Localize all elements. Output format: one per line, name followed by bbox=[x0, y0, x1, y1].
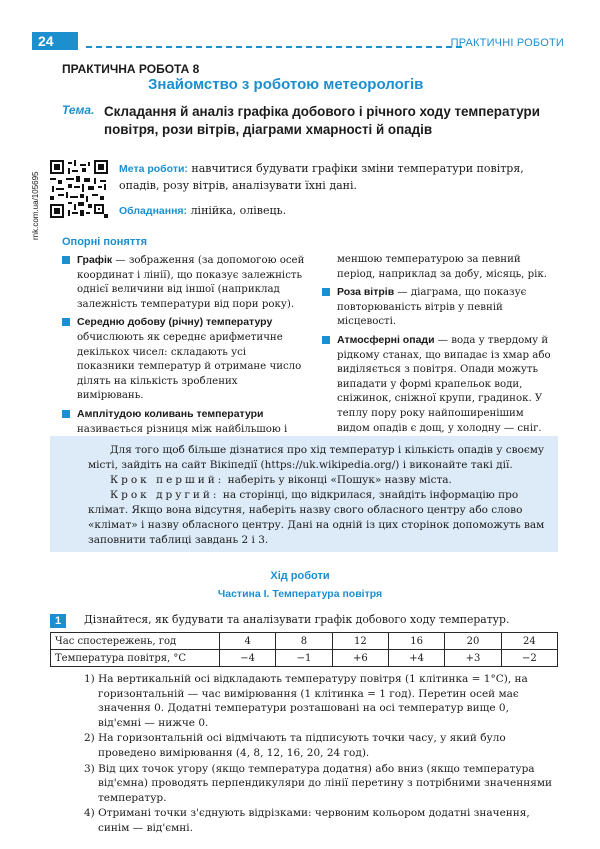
side-link-code: rnk.com.ua/105695 bbox=[31, 171, 40, 240]
concept-text: обчислюють як середнє арифметичне декількох чисел: складають усі показники температур й отримане число ділять на кількість зроблених вимірювань. bbox=[77, 331, 302, 402]
step-label: Крок перший: bbox=[110, 474, 225, 486]
goal-block bbox=[119, 161, 549, 193]
table-cell: −1 bbox=[276, 650, 332, 667]
table-row bbox=[51, 650, 558, 667]
concept-text: називається різниця між найбільшою і bbox=[77, 423, 288, 435]
concept-term: Графік bbox=[77, 254, 113, 266]
task-number: 1 bbox=[50, 614, 66, 628]
concept-term: Роза вітрів bbox=[337, 286, 395, 299]
concept-text: — зображення (за допомогою осей координат і лінії), що показує залежність однієї величини від іншої (наприклад залежність температури від пори року). bbox=[77, 255, 305, 310]
info-step-1 bbox=[88, 473, 550, 488]
concept-term: Середню добову (річну) температуру bbox=[77, 316, 273, 329]
section-title: ПРАКТИЧНІ РОБОТИ bbox=[450, 37, 564, 49]
concept-text: — діаграма, що показує повторюваність вітрів у певній місцевості. bbox=[337, 287, 527, 328]
table-cell: 4 bbox=[220, 633, 276, 650]
table-header-cell: Температура повітря, °С bbox=[51, 650, 220, 667]
step-text: наберіть у віконці «Пошук» назву міста. bbox=[227, 474, 452, 486]
concepts-left-column bbox=[62, 253, 306, 455]
concepts-right-column bbox=[322, 253, 554, 439]
step-label: Крок другий: bbox=[110, 489, 220, 501]
table-cell: 8 bbox=[276, 633, 332, 650]
task-steps bbox=[84, 672, 554, 837]
concept-text: меншою температурою за певний період, наприклад за добу, місяць, рік. bbox=[337, 254, 548, 280]
equipment-label: Обладнання: bbox=[119, 205, 188, 217]
work-label: ПРАКТИЧНА РОБОТА 8 bbox=[62, 62, 200, 76]
bullet-icon bbox=[322, 336, 330, 344]
equipment-block bbox=[119, 204, 286, 217]
qr-code[interactable] bbox=[50, 160, 108, 218]
concept-item bbox=[62, 253, 306, 312]
table-cell: 12 bbox=[332, 633, 388, 650]
bullet-icon bbox=[62, 256, 70, 264]
concept-text: — вода у твердому й рідкому станах, що випадає із хмар або виділяється з повітря. Опади можуть випадати у формі крапельок води, сніжинок, сніжної крупи, градинок. У теплу пору року найпоширенішим видом опадів є дощ, у холодну — сніг. bbox=[337, 334, 551, 434]
progress-title: Хід роботи bbox=[270, 570, 330, 582]
step-item: 1) На вертикальній осі відкладають температуру повітря (1 клітинка = 1°С), на горизонтальній — час вимірювання (1 клітинка = 1 год). Перетин осей має значення 0. Додатні температури розташовані на осі температур вище 0, від'ємні — нижче 0. bbox=[84, 673, 528, 729]
bullet-icon bbox=[62, 410, 70, 418]
table-cell: 24 bbox=[501, 633, 557, 650]
table-header-cell: Час спостережень, год bbox=[51, 633, 220, 650]
tema-label: Тема. bbox=[62, 103, 95, 117]
task-text: Дізнайтеся, як будувати та аналізувати графік добового ходу температур. bbox=[84, 613, 510, 626]
step-text: на сторінці, що відкрилася, знайдіть інформацію про клімат. Якщо вона відсутня, наберіть назву свого обласного центру або слово «клімат» і назву обласного центру. Дані на одній із цих сторінок допоможуть вам заповнити таблиці завдань 2 і 3. bbox=[88, 489, 545, 546]
bullet-icon bbox=[322, 288, 330, 296]
page-number: 24 bbox=[32, 32, 78, 50]
table-cell: +4 bbox=[388, 650, 444, 667]
work-title: Знайомство з роботою метеорологів bbox=[148, 76, 424, 93]
table-cell: +6 bbox=[332, 650, 388, 667]
concept-item bbox=[62, 315, 306, 404]
goal-label: Мета роботи: bbox=[119, 163, 188, 175]
concept-item bbox=[322, 285, 554, 330]
equipment-text: лінійка, олівець. bbox=[190, 204, 287, 217]
info-box-text bbox=[88, 443, 550, 548]
header-divider bbox=[86, 46, 462, 48]
goal-text: навчитися будувати графіки зміни температури повітря, опадів, розу вітрів, аналізувати їхні дані. bbox=[119, 162, 524, 192]
table-cell: −4 bbox=[220, 650, 276, 667]
temperature-table bbox=[50, 632, 558, 667]
concept-continuation bbox=[322, 253, 554, 282]
info-paragraph: Для того щоб більше дізнатися про хід температур і кількість опадів у своєму місті, зайдіть на сайт Вікіпедії (https://uk.wikipedia.org/) і виконайте такі дії. bbox=[88, 444, 545, 471]
table-cell: 16 bbox=[388, 633, 444, 650]
table-cell: −2 bbox=[501, 650, 557, 667]
concept-term: Амплітудою коливань температури bbox=[77, 407, 264, 420]
tema-text: Складання й аналіз графіка добового і річного ходу температури повітря, рози вітрів, діаграми хмарності й опадів bbox=[104, 104, 540, 137]
table-row bbox=[51, 633, 558, 650]
part-title: Частина І. Температура повітря bbox=[217, 588, 383, 600]
step-item: 2) На горизонтальній осі відмічають та підписують точки часу, у який було проведено вимірювання (4, 8, 12, 16, 20, 24 год). bbox=[84, 732, 506, 759]
concept-item bbox=[322, 333, 554, 436]
info-step-2 bbox=[88, 488, 550, 548]
step-item: 3) Від цих точок угору (якщо температура додатня) або вниз (якщо температура від'ємна) проводять перпендикуляри до лінії перетину з потрібними значеннями температур. bbox=[84, 762, 552, 804]
bullet-icon bbox=[62, 318, 70, 326]
table-cell: 20 bbox=[445, 633, 501, 650]
table-cell: +3 bbox=[445, 650, 501, 667]
concept-term: Атмосферні опади bbox=[337, 333, 435, 346]
concepts-title: Опорні поняття bbox=[62, 236, 148, 248]
step-item: 4) Отримані точки з'єднують відрізками: червоним кольором додатні значення, синім — від'ємні. bbox=[84, 807, 530, 834]
